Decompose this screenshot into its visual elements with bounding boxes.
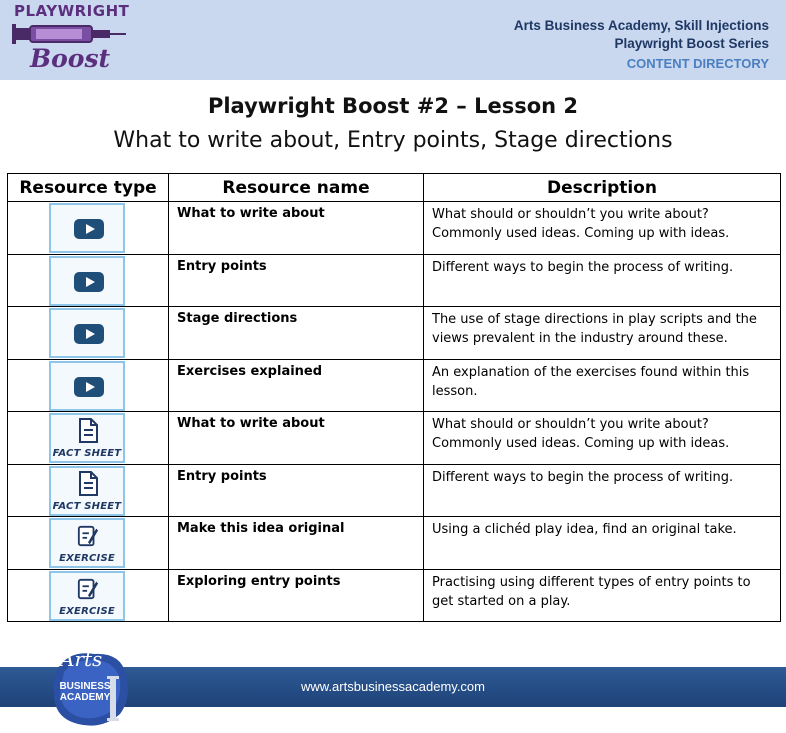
resource-type-thumbnail[interactable] [49, 466, 125, 516]
resource-type-cell [8, 202, 169, 255]
academy-logo-line1: BUSINESS [59, 681, 111, 692]
resource-type-thumbnail[interactable] [49, 203, 125, 253]
table-row [8, 569, 781, 622]
header-resource-name: Resource name [169, 174, 424, 202]
academy-logo-text [50, 681, 120, 703]
resource-type-cell [8, 307, 169, 360]
table-row [8, 359, 781, 412]
table-row [8, 412, 781, 465]
page-subtitle: What to write about, Entry points, Stage directions [113, 128, 673, 153]
video-play-icon [74, 324, 104, 344]
exercise-icon [77, 523, 99, 549]
description-cell: What should or shouldn’t you write about? Commonly used ideas. Coming up with ideas. [424, 202, 781, 255]
footer-url-link[interactable]: www.artsbusinessacademy.com [301, 679, 485, 694]
fact-sheet-icon [77, 418, 99, 444]
resource-type-label: FACT SHEET [52, 448, 122, 459]
resource-type-cell [8, 412, 169, 465]
resource-type-label: FACT SHEET [52, 500, 122, 512]
resource-name-cell: Exploring entry points [169, 569, 424, 622]
resource-type-cell [8, 569, 169, 622]
table-header-row [8, 174, 781, 202]
description-cell: What should or shouldn’t you write about? Commonly used ideas. Coming up with ideas. [424, 412, 781, 465]
resource-name-cell: What to write about [169, 202, 424, 255]
resource-type-thumbnail[interactable] [49, 413, 125, 463]
resource-type-cell [8, 254, 169, 307]
resource-type-cell [8, 359, 169, 412]
academy-logo-script: Arts [60, 647, 103, 671]
header-resource-type: Resource type [8, 174, 169, 202]
table-row [8, 202, 781, 255]
resource-type-thumbnail[interactable] [49, 361, 125, 411]
series-line: Playwright Boost Series [614, 36, 769, 51]
org-line: Arts Business Academy, Skill Injections [513, 18, 769, 33]
description-cell: The use of stage directions in play scripts and the views prevalent in the industry around these. [424, 307, 781, 360]
description-cell: Different ways to begin the process of writing. [424, 254, 781, 307]
table-row [8, 254, 781, 307]
resource-name-cell: Entry points [169, 464, 424, 517]
description-cell: Using a clichéd play idea, find an original take. [424, 517, 781, 570]
resource-type-cell [8, 517, 169, 570]
resource-table [7, 173, 781, 622]
resource-name-cell: Stage directions [169, 307, 424, 360]
exercise-icon [77, 576, 99, 602]
resource-name-cell: Exercises explained [169, 359, 424, 412]
resource-type-label: EXERCISE [59, 553, 115, 564]
fact-sheet-icon [77, 471, 99, 497]
page-title: Playwright Boost #2 – Lesson 2 [207, 94, 579, 118]
video-play-icon [74, 272, 104, 292]
table-row [8, 464, 781, 517]
resource-type-label: EXERCISE [59, 605, 115, 617]
directory-line: CONTENT DIRECTORY [626, 56, 769, 71]
video-play-icon [74, 377, 104, 397]
header-description: Description [424, 174, 781, 202]
description-cell: Practising using different types of entry points to get started on a play. [424, 569, 781, 622]
description-cell: An explanation of the exercises found within this lesson. [424, 359, 781, 412]
resource-type-thumbnail[interactable] [49, 518, 125, 568]
resource-type-thumbnail[interactable] [49, 571, 125, 621]
resource-name-cell: Entry points [169, 254, 424, 307]
video-play-icon [74, 219, 104, 239]
description-cell: Different ways to begin the process of writing. [424, 464, 781, 517]
header-band [0, 0, 786, 80]
logo-title: PLAYWRIGHT [14, 2, 130, 20]
logo-script: Boost [30, 44, 111, 73]
academy-logo-line2: ACADEMY [59, 692, 111, 703]
header-info [514, 17, 769, 73]
table-row [8, 307, 781, 360]
table-row [8, 517, 781, 570]
resource-type-cell [8, 464, 169, 517]
resource-name-cell: Make this idea original [169, 517, 424, 570]
resource-name-cell: What to write about [169, 412, 424, 465]
resource-type-thumbnail[interactable] [49, 256, 125, 306]
resource-type-thumbnail[interactable] [49, 308, 125, 358]
